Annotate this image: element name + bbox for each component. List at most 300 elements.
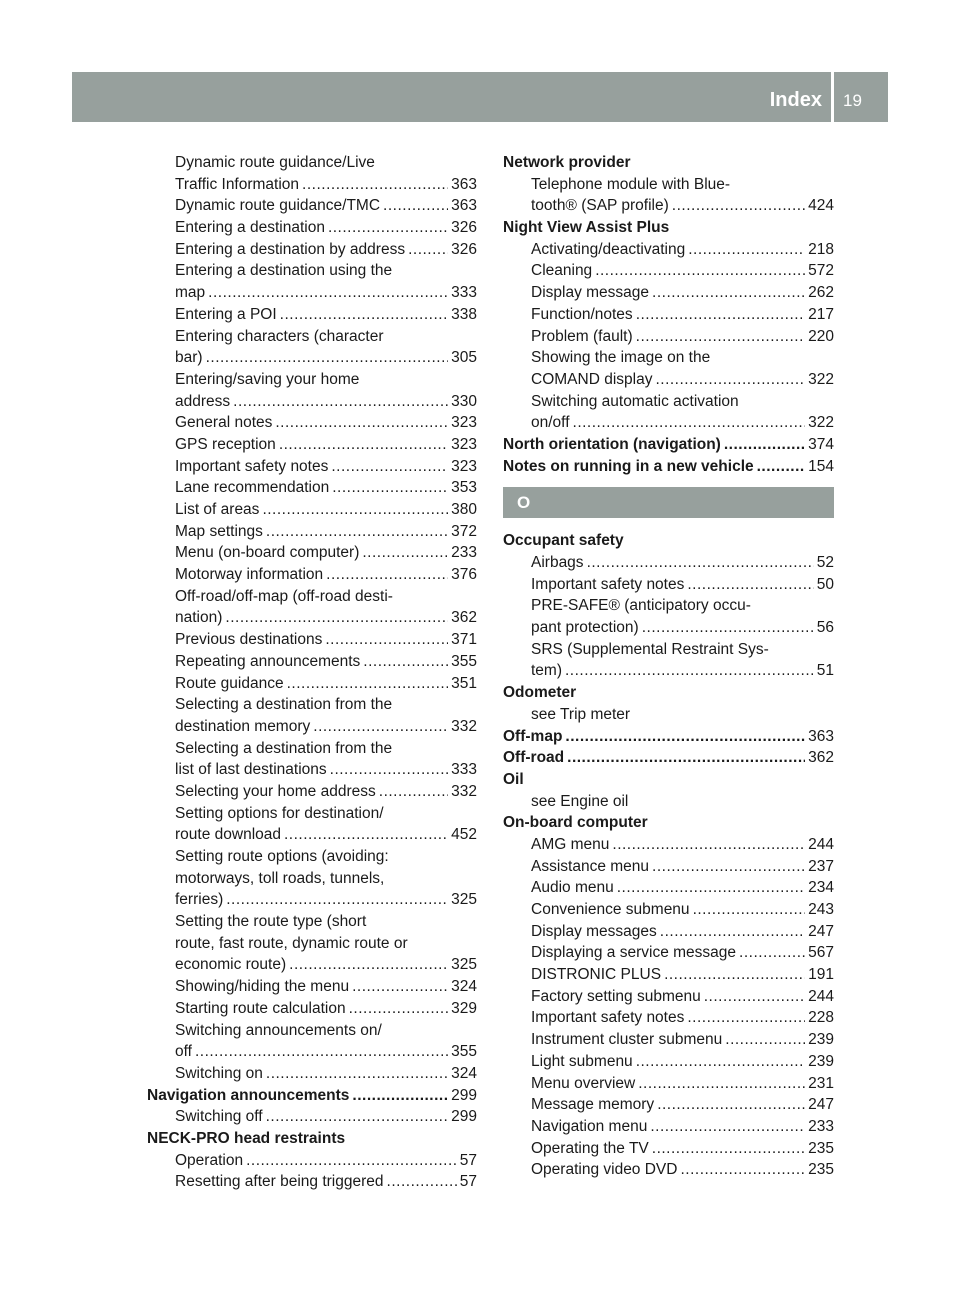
page-reference: 355	[451, 1043, 477, 1061]
page-reference: 326	[451, 240, 477, 258]
dot-leader	[266, 1063, 448, 1085]
index-main-entry	[503, 812, 834, 834]
index-sub-entry	[503, 174, 834, 196]
index-sub-entry	[147, 326, 477, 348]
index-sub-entry	[503, 856, 834, 878]
index-sub-entry	[147, 369, 477, 391]
page-reference: 374	[808, 435, 834, 453]
index-sub-entry	[147, 781, 477, 803]
page-reference: 154	[808, 457, 834, 475]
index-sub-entry	[147, 933, 477, 955]
dot-leader	[565, 660, 814, 682]
page-reference: 220	[808, 327, 834, 345]
dot-leader	[652, 282, 805, 304]
page-reference: 52	[816, 554, 834, 571]
index-main-entry	[503, 217, 834, 239]
page-reference: 362	[808, 749, 834, 767]
page-reference: 323	[451, 435, 477, 453]
dot-leader	[636, 304, 805, 326]
index-sub-entry	[147, 868, 477, 890]
entry-text: Operating video DVD	[531, 1161, 678, 1179]
page-reference: 351	[451, 674, 477, 692]
page-number: 19	[843, 91, 862, 110]
entry-text: Setting the route type (short	[175, 913, 367, 931]
index-sub-entry	[503, 369, 834, 391]
index-sub-entry	[147, 217, 477, 239]
entry-text: Assistance menu	[531, 857, 650, 875]
entry-text: DISTRONIC PLUS	[531, 966, 662, 984]
index-sub-entry	[147, 803, 477, 825]
entry-text: Important safety notes	[175, 457, 329, 475]
entry-text: destination memory	[175, 717, 311, 735]
page-reference: 243	[808, 901, 834, 918]
page-reference: 363	[451, 197, 477, 215]
dot-leader	[352, 1085, 448, 1107]
index-main-entry	[503, 152, 834, 174]
page-reference: 244	[808, 835, 834, 853]
index-sub-entry	[147, 499, 477, 521]
dot-leader	[331, 456, 448, 478]
page-reference: 217	[808, 305, 834, 323]
page-reference: 247	[808, 1096, 834, 1114]
entry-text: see Engine oil	[531, 792, 629, 810]
entry-text: Menu (on-board computer)	[175, 544, 360, 562]
index-sub-entry	[503, 1029, 834, 1051]
page-reference: 567	[808, 944, 834, 962]
dot-leader	[587, 552, 814, 574]
entry-text: Starting route calculation	[175, 999, 346, 1017]
dot-leader	[693, 899, 806, 921]
entry-text: SRS (Supplemental Restraint Sys-	[531, 640, 769, 658]
entry-text: Telephone module with Blue-	[531, 175, 731, 193]
dot-leader	[636, 326, 805, 348]
dot-leader	[739, 942, 805, 964]
dot-leader	[387, 1171, 457, 1193]
dot-leader	[349, 998, 449, 1020]
index-sub-entry	[147, 174, 477, 196]
page-reference: 244	[808, 987, 834, 1005]
index-sub-entry	[147, 607, 477, 629]
dot-leader	[652, 856, 805, 878]
index-sub-entry	[147, 564, 477, 586]
dot-leader	[284, 824, 448, 846]
page-reference: 299	[451, 1108, 477, 1126]
page-reference: 380	[451, 501, 477, 518]
entry-text: see Trip meter	[531, 705, 631, 723]
entry-text: Entering a POI	[175, 305, 277, 323]
dot-leader	[642, 617, 814, 639]
page-reference: 376	[451, 566, 477, 584]
dot-leader	[362, 542, 448, 564]
dot-leader	[704, 986, 805, 1008]
entry-text: Previous destinations	[175, 631, 323, 649]
entry-text: route, fast route, dynamic route or	[175, 934, 408, 952]
entry-text: ferries)	[175, 891, 224, 909]
entry-text: Displaying a service message	[531, 944, 737, 962]
page-reference: 56	[816, 619, 834, 637]
entry-text: Notes on running in a new vehicle	[503, 457, 754, 475]
index-sub-entry	[147, 1150, 477, 1172]
page-reference: 323	[451, 457, 477, 475]
entry-text: Off-road	[503, 749, 565, 767]
dot-leader	[325, 629, 448, 651]
entry-text: Dynamic route guidance/TMC	[175, 197, 381, 215]
dot-leader	[565, 726, 805, 748]
page-reference: 57	[459, 1151, 477, 1169]
index-main-entry	[503, 682, 834, 704]
entry-text: Selecting a destination from the	[175, 696, 393, 714]
index-sub-entry	[147, 477, 477, 499]
entry-text: Menu overview	[531, 1074, 636, 1092]
entry-text: Operation	[175, 1151, 244, 1169]
dot-leader	[379, 781, 448, 803]
page-reference: 332	[451, 782, 477, 800]
entry-text: Night View Assist Plus	[503, 219, 670, 237]
index-sub-entry	[503, 595, 834, 617]
index-sub-entry	[503, 877, 834, 899]
dot-leader	[302, 174, 448, 196]
page-reference: 325	[451, 891, 477, 909]
dot-leader	[208, 282, 448, 304]
entry-text: tem)	[531, 662, 562, 680]
dot-leader	[655, 369, 805, 391]
page-reference: 322	[808, 370, 834, 388]
dot-leader	[672, 195, 805, 217]
index-sub-entry	[503, 282, 834, 304]
entry-text: Odometer	[503, 684, 577, 702]
page-reference: 424	[808, 197, 834, 215]
entry-text: map	[175, 284, 206, 302]
page-reference: 299	[451, 1086, 477, 1104]
entry-text: Showing the image on the	[531, 349, 711, 367]
dot-leader	[275, 412, 448, 434]
entry-text: Light submenu	[531, 1052, 633, 1070]
index-sub-entry	[503, 660, 834, 682]
dot-leader	[313, 716, 448, 738]
dot-leader	[225, 607, 448, 629]
entry-text: address	[175, 392, 231, 410]
entry-text: Activating/deactivating	[531, 240, 686, 258]
page-reference: 325	[451, 956, 477, 974]
entry-text: Important safety notes	[531, 1009, 685, 1027]
index-sub-entry	[503, 834, 834, 856]
page-reference: 362	[451, 609, 477, 627]
index-sub-entry	[503, 704, 834, 726]
entry-text: Message memory	[531, 1096, 655, 1114]
dot-leader	[383, 195, 448, 217]
entry-text: Entering a destination	[175, 219, 325, 237]
entry-text: pant protection)	[531, 619, 639, 637]
entry-text: Selecting your home address	[175, 782, 376, 800]
entry-text: Problem (fault)	[531, 327, 633, 345]
dot-leader	[266, 1106, 449, 1128]
index-sub-entry	[147, 1171, 477, 1193]
entry-text: Repeating announcements	[175, 652, 361, 670]
entry-text: Instrument cluster submenu	[531, 1031, 723, 1049]
index-sub-entry	[503, 347, 834, 369]
dot-leader	[233, 391, 448, 413]
entry-text: Selecting a destination from the	[175, 739, 393, 757]
dot-leader	[612, 834, 805, 856]
entry-text: COMAND display	[531, 370, 653, 388]
dot-leader	[688, 239, 805, 261]
index-sub-entry	[147, 1106, 477, 1128]
page-reference: 452	[451, 826, 477, 844]
entry-text: Route guidance	[175, 674, 284, 692]
dot-leader	[567, 747, 805, 769]
entry-text: Operating the TV	[531, 1139, 649, 1157]
page-reference: 233	[451, 544, 477, 562]
entry-text: Navigation announcements	[147, 1086, 350, 1104]
dot-leader	[724, 434, 805, 456]
header-title: Index	[769, 89, 822, 111]
dot-leader	[657, 1094, 805, 1116]
entry-text: NECK-PRO head restraints	[147, 1129, 346, 1147]
entry-text: Switching announcements on/	[175, 1021, 382, 1039]
entry-text: list of last destinations	[175, 761, 327, 779]
index-sub-entry	[147, 347, 477, 369]
index-sub-entry	[147, 694, 477, 716]
dot-leader	[352, 976, 448, 998]
dot-leader	[287, 673, 449, 695]
index-column-left	[147, 152, 477, 1193]
entry-text: Entering characters (character	[175, 327, 384, 345]
index-main-entry	[147, 1085, 477, 1107]
entry-text: bar)	[175, 349, 203, 367]
entry-text: Audio menu	[531, 879, 614, 897]
index-sub-entry	[147, 1063, 477, 1085]
index-main-entry	[503, 434, 834, 456]
entry-text: Entering/saving your home	[175, 370, 360, 388]
entry-text: Traffic Information	[175, 175, 300, 193]
page-reference: 235	[808, 1161, 834, 1179]
page-reference: 57	[459, 1173, 477, 1191]
page-reference: 228	[808, 1009, 834, 1027]
index-sub-entry	[503, 574, 834, 596]
entry-text: General notes	[175, 414, 273, 432]
index-sub-entry	[147, 673, 477, 695]
entry-text: off	[175, 1043, 192, 1061]
index-sub-entry	[147, 282, 477, 304]
page-reference: 324	[451, 978, 477, 996]
dot-leader	[757, 456, 806, 478]
dot-leader	[408, 239, 448, 261]
index-sub-entry	[147, 824, 477, 846]
index-sub-entry	[503, 1094, 834, 1116]
dot-leader	[664, 964, 805, 986]
index-sub-entry	[503, 260, 834, 282]
dot-leader	[660, 921, 805, 943]
dot-leader	[226, 889, 448, 911]
entry-text: tooth® (SAP profile)	[531, 197, 669, 215]
dot-leader	[725, 1029, 805, 1051]
index-sub-entry	[503, 1138, 834, 1160]
page-reference: 218	[808, 240, 834, 258]
entry-text: Switching off	[175, 1108, 263, 1126]
index-sub-entry	[503, 639, 834, 661]
entry-text: Setting route options (avoiding:	[175, 848, 389, 865]
index-sub-entry	[503, 921, 834, 943]
dot-leader	[636, 1051, 805, 1073]
index-sub-entry	[147, 456, 477, 478]
page-reference: 326	[451, 219, 477, 237]
dot-leader	[328, 217, 448, 239]
entry-text: On-board computer	[503, 814, 648, 832]
page-reference: 235	[808, 1139, 834, 1157]
entry-text: North orientation (navigation)	[503, 435, 721, 453]
index-sub-entry	[503, 1116, 834, 1138]
dot-leader	[652, 1138, 805, 1160]
index-main-entry	[503, 530, 834, 552]
entry-text: Display messages	[531, 922, 657, 940]
entry-text: Important safety notes	[531, 575, 685, 593]
index-sub-entry	[147, 391, 477, 413]
entry-text: PRE-SAFE® (anticipatory occu-	[531, 597, 751, 615]
entry-text: Factory setting submenu	[531, 987, 701, 1005]
entry-text: Switching on	[175, 1064, 263, 1082]
page-reference: 333	[451, 761, 477, 779]
index-sub-entry	[503, 617, 834, 639]
index-sub-entry	[503, 239, 834, 261]
index-sub-entry	[503, 942, 834, 964]
index-sub-entry	[147, 759, 477, 781]
page-reference: 247	[808, 922, 834, 940]
page-reference: 239	[808, 1052, 834, 1070]
entry-text: motorways, toll roads, tunnels,	[175, 869, 385, 887]
dot-leader	[246, 1150, 457, 1172]
page-reference: 234	[808, 879, 834, 897]
entry-text: Navigation menu	[531, 1117, 648, 1135]
entry-text: Cleaning	[531, 262, 593, 280]
dot-leader	[687, 574, 813, 596]
index-sub-entry	[503, 1159, 834, 1181]
entry-text: nation)	[175, 609, 223, 627]
entry-text: GPS reception	[175, 435, 276, 453]
entry-text: route download	[175, 826, 281, 844]
dot-leader	[687, 1007, 805, 1029]
page-reference: 50	[816, 575, 834, 593]
dot-leader	[326, 564, 448, 586]
dot-leader	[595, 260, 805, 282]
index-sub-entry	[147, 260, 477, 282]
entry-text: AMG menu	[531, 835, 610, 853]
entry-text: Motorway information	[175, 566, 324, 584]
entry-text: List of areas	[175, 501, 260, 518]
index-sub-entry	[503, 791, 834, 813]
index-sub-entry	[503, 986, 834, 1008]
entry-text: Oil	[503, 770, 524, 788]
dot-leader	[279, 434, 448, 456]
index-sub-entry	[147, 846, 477, 868]
entry-text: economic route)	[175, 956, 287, 974]
entry-text: Dynamic route guidance/Live	[175, 154, 375, 171]
dot-leader	[330, 759, 448, 781]
entry-text: Display message	[531, 284, 650, 302]
index-sub-entry	[503, 964, 834, 986]
index-sub-entry	[147, 976, 477, 998]
index-sub-entry	[147, 304, 477, 326]
index-sub-entry	[503, 304, 834, 326]
dot-leader	[195, 1041, 448, 1063]
dot-leader	[262, 499, 448, 521]
entry-text: Showing/hiding the menu	[175, 978, 350, 996]
page-reference: 355	[451, 652, 477, 670]
index-sub-entry	[147, 1041, 477, 1063]
page-reference: 322	[808, 414, 834, 432]
index-main-entry	[503, 769, 834, 791]
index-main-entry	[503, 456, 834, 478]
index-sub-entry	[503, 1051, 834, 1073]
dot-leader	[680, 1159, 805, 1181]
entry-text: Entering a destination by address	[175, 240, 406, 258]
header-divider	[831, 72, 834, 122]
index-sub-entry	[147, 629, 477, 651]
index-sub-entry	[147, 586, 477, 608]
index-sub-entry	[503, 412, 834, 434]
entry-text: Network provider	[503, 154, 631, 171]
entry-text: Off-map	[503, 727, 563, 745]
page-reference: 338	[451, 305, 477, 323]
page-reference: 363	[451, 175, 477, 193]
page-reference: 330	[451, 392, 477, 410]
entry-text: Off-road/off-map (off-road desti-	[175, 587, 393, 605]
entry-text: Occupant safety	[503, 532, 624, 550]
entry-text: Resetting after being triggered	[175, 1173, 384, 1191]
dot-leader	[573, 412, 806, 434]
page-reference: 371	[451, 631, 477, 649]
dot-leader	[617, 877, 805, 899]
dot-leader	[363, 651, 448, 673]
entry-text: Lane recommendation	[175, 479, 330, 497]
entry-text: Airbags	[531, 554, 584, 571]
index-sub-entry	[147, 434, 477, 456]
page-reference: 239	[808, 1031, 834, 1049]
page-reference: 323	[451, 414, 477, 432]
dot-leader	[289, 954, 448, 976]
page-reference: 51	[816, 662, 834, 680]
index-sub-entry	[147, 911, 477, 933]
dot-leader	[280, 304, 448, 326]
index-sub-entry	[147, 998, 477, 1020]
index-sub-entry	[147, 542, 477, 564]
index-sub-entry	[147, 651, 477, 673]
index-sub-entry	[147, 239, 477, 261]
page-reference: 324	[451, 1064, 477, 1082]
page-reference: 572	[808, 262, 834, 280]
index-sub-entry	[503, 1073, 834, 1095]
index-sub-entry	[147, 412, 477, 434]
index-sub-entry	[147, 152, 477, 174]
index-sub-entry	[147, 954, 477, 976]
index-main-entry	[147, 1128, 477, 1150]
index-sub-entry	[147, 195, 477, 217]
entry-text: Map settings	[175, 522, 263, 540]
index-sub-entry	[147, 521, 477, 543]
index-sub-entry	[503, 326, 834, 348]
index-sub-entry	[503, 391, 834, 413]
entry-text: Setting options for destination/	[175, 804, 384, 822]
index-sub-entry	[503, 1007, 834, 1029]
page-reference: 305	[451, 349, 477, 367]
dot-leader	[332, 477, 448, 499]
page-reference: 332	[451, 717, 477, 735]
page-reference: 363	[808, 727, 834, 745]
index-sub-entry	[503, 195, 834, 217]
index-sub-entry	[147, 889, 477, 911]
page-reference: 233	[808, 1117, 834, 1135]
page-reference: 353	[451, 479, 477, 497]
index-sub-entry	[147, 1020, 477, 1042]
